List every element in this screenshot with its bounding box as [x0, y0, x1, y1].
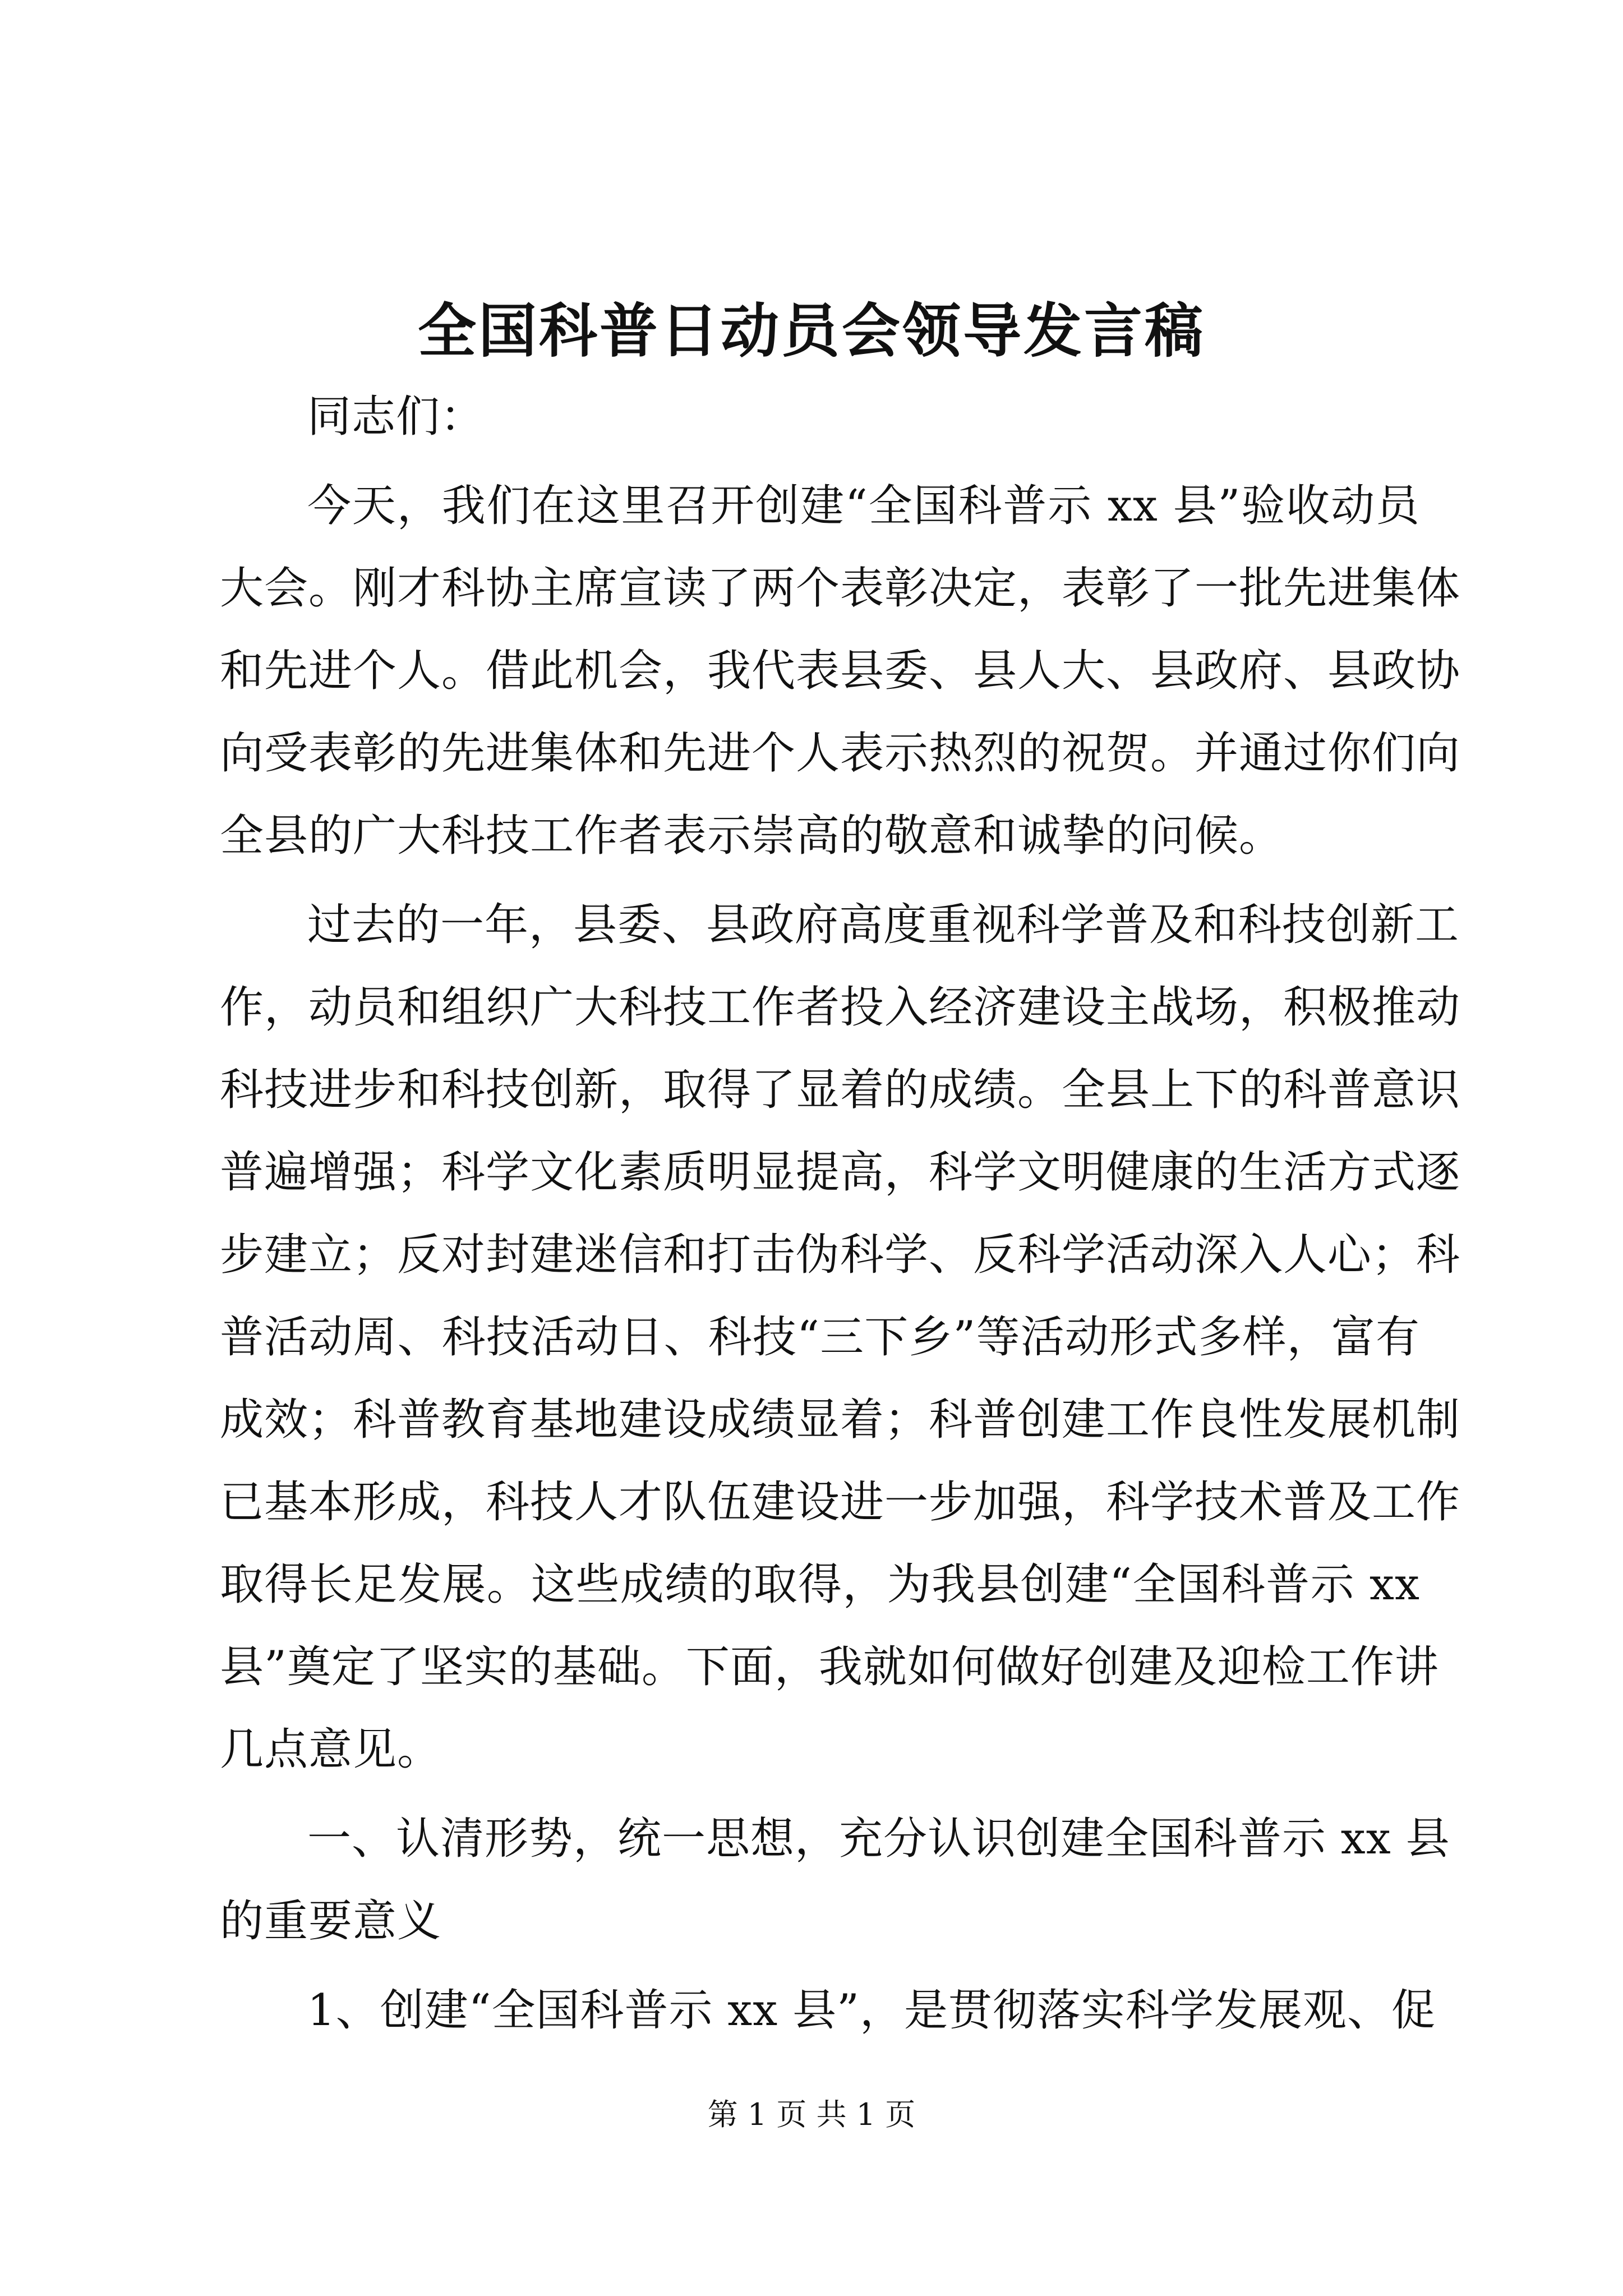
- text-line: 步建立；反对封建迷信和打击伪科学、反科学活动深入人心；科: [220, 1230, 1461, 1280]
- document-title: 全国科普日动员会领导发言稿: [417, 296, 1205, 365]
- text-line: 已基本形成，科技人才队伍建设进一步加强，科学技术普及工作: [220, 1477, 1461, 1527]
- paragraph-gap: [220, 1963, 1420, 1970]
- text-line: 成效；科普教育基地建设成绩显着；科普创建工作良性发展机制: [220, 1395, 1461, 1445]
- text-line: 大会。刚才科协主席宣读了两个表彰决定，表彰了一批先进集体: [220, 563, 1461, 614]
- text-line: 县”奠定了坚实的基础。下面，我就如何做好创建及迎检工作讲: [220, 1642, 1439, 1692]
- paragraph-gap: [220, 877, 1420, 884]
- text-line: 向受表彰的先进集体和先进个人表示热烈的祝贺。并通过你们向: [220, 728, 1461, 779]
- text-line: 和先进个人。借此机会，我代表县委、县人大、县政府、县政协: [220, 646, 1461, 696]
- text-line: 1、创建“全国科普示 xx 县”，是贯彻落实科学发展观、促: [307, 1985, 1436, 2036]
- text-line: 作，动员和组织广大科技工作者投入经济建设主战场，积极推动: [220, 982, 1461, 1033]
- text-line: 同志们：: [307, 392, 485, 442]
- page-footer: 第 1 页 共 1 页: [707, 2097, 916, 2132]
- text-line: 普遍增强；科学文化素质明显提高，科学文明健康的生活方式逐: [220, 1147, 1461, 1198]
- paragraph-gap: [220, 458, 1420, 465]
- paragraph-gap: [220, 1791, 1420, 1798]
- text-line: 普活动周、科技活动日、科技“三下乡”等活动形式多样，富有: [220, 1312, 1420, 1363]
- text-line: 几点意见。: [220, 1724, 442, 1775]
- text-line: 科技进步和科技创新，取得了显着的成绩。全县上下的科普意识: [220, 1065, 1461, 1115]
- text-line: 一、认清形势，统一思想，充分认识创建全国科普示 xx 县: [307, 1814, 1450, 1864]
- text-line: 今天，我们在这里召开创建“全国科普示 xx 县”验收动员: [307, 481, 1420, 531]
- text-line: 取得长足发展。这些成绩的取得，为我县创建“全国科普示 xx: [220, 1559, 1420, 1610]
- text-line: 全县的广大科技工作者表示崇高的敬意和诚挚的问候。: [220, 811, 1284, 861]
- text-line: 的重要意义: [220, 1896, 442, 1947]
- document-body: [220, 376, 1461, 2052]
- text-line: 过去的一年，县委、县政府高度重视科学普及和科技创新工: [307, 900, 1460, 950]
